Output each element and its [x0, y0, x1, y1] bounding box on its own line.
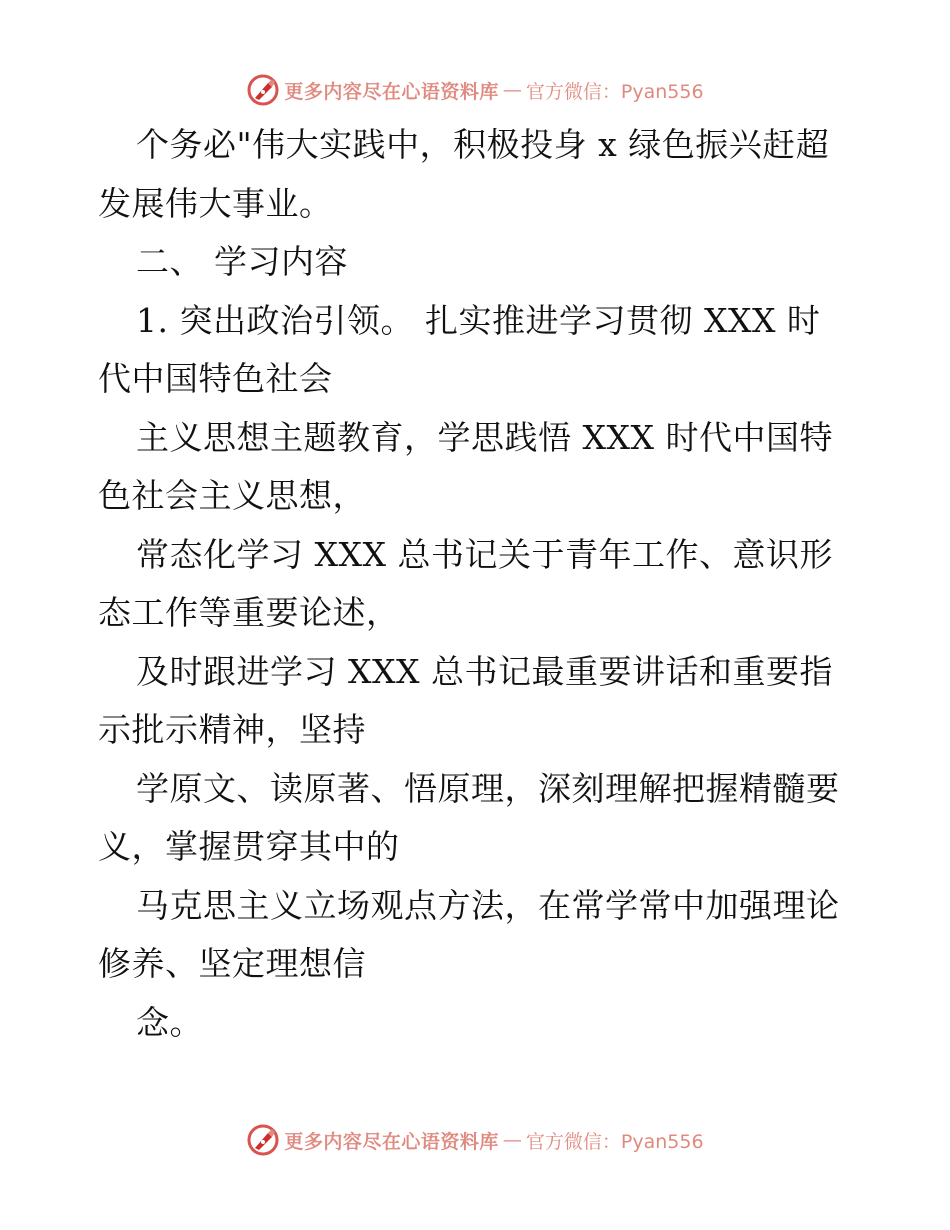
body-line: 学原文、读原著、悟原理，深刻理解把握精髓要: [136, 768, 840, 808]
body-line: 个务必"伟大实践中，积极投身 x 绿色振兴赶超: [136, 125, 830, 164]
watermark-dash: —: [502, 1129, 522, 1151]
watermark-wechat-text: 官方微信：Pyan556: [525, 80, 704, 103]
body-line: 及时跟进学习 XXX 总书记最重要讲话和重要指: [136, 651, 833, 691]
body-line: 常态化学习 XXX 总书记关于青年工作、意识形: [136, 534, 833, 574]
body-line: 念。: [136, 1002, 203, 1042]
watermark-main-text: 更多内容尽在心语资料库: [284, 80, 499, 103]
body-line: 马克思主义立场观点方法，在常学常中加强理论: [136, 885, 840, 925]
body-line: 态工作等重要论述，: [98, 593, 400, 632]
header-watermark: [0, 72, 950, 108]
body-line: 主义思想主题教育，学思践悟 XXX 时代中国特: [136, 417, 833, 457]
body-line: 示批示精神，坚持: [98, 710, 366, 749]
body-line: 1. 突出政治引领。 扎实推进学习贯彻 XXX 时: [136, 300, 821, 340]
body-line: 发展伟大事业。: [98, 183, 333, 223]
watermark-wechat-text: 官方微信：Pyan556: [525, 1130, 704, 1153]
document-body: [98, 116, 868, 1052]
watermark-dash: —: [502, 79, 522, 101]
footer-watermark: [0, 1122, 950, 1158]
pen-nib-logo-icon: [246, 73, 280, 107]
watermark-main-text: 更多内容尽在心语资料库: [284, 1130, 499, 1153]
body-line: 代中国特色社会: [98, 359, 333, 398]
pen-nib-logo-icon: [246, 1123, 280, 1157]
body-line: 修养、坚定理想信: [98, 944, 366, 983]
body-line: 义，掌握贯穿其中的: [98, 827, 400, 866]
body-line: 色社会主义思想，: [98, 476, 366, 515]
section-heading: 二、 学习内容: [136, 242, 348, 281]
